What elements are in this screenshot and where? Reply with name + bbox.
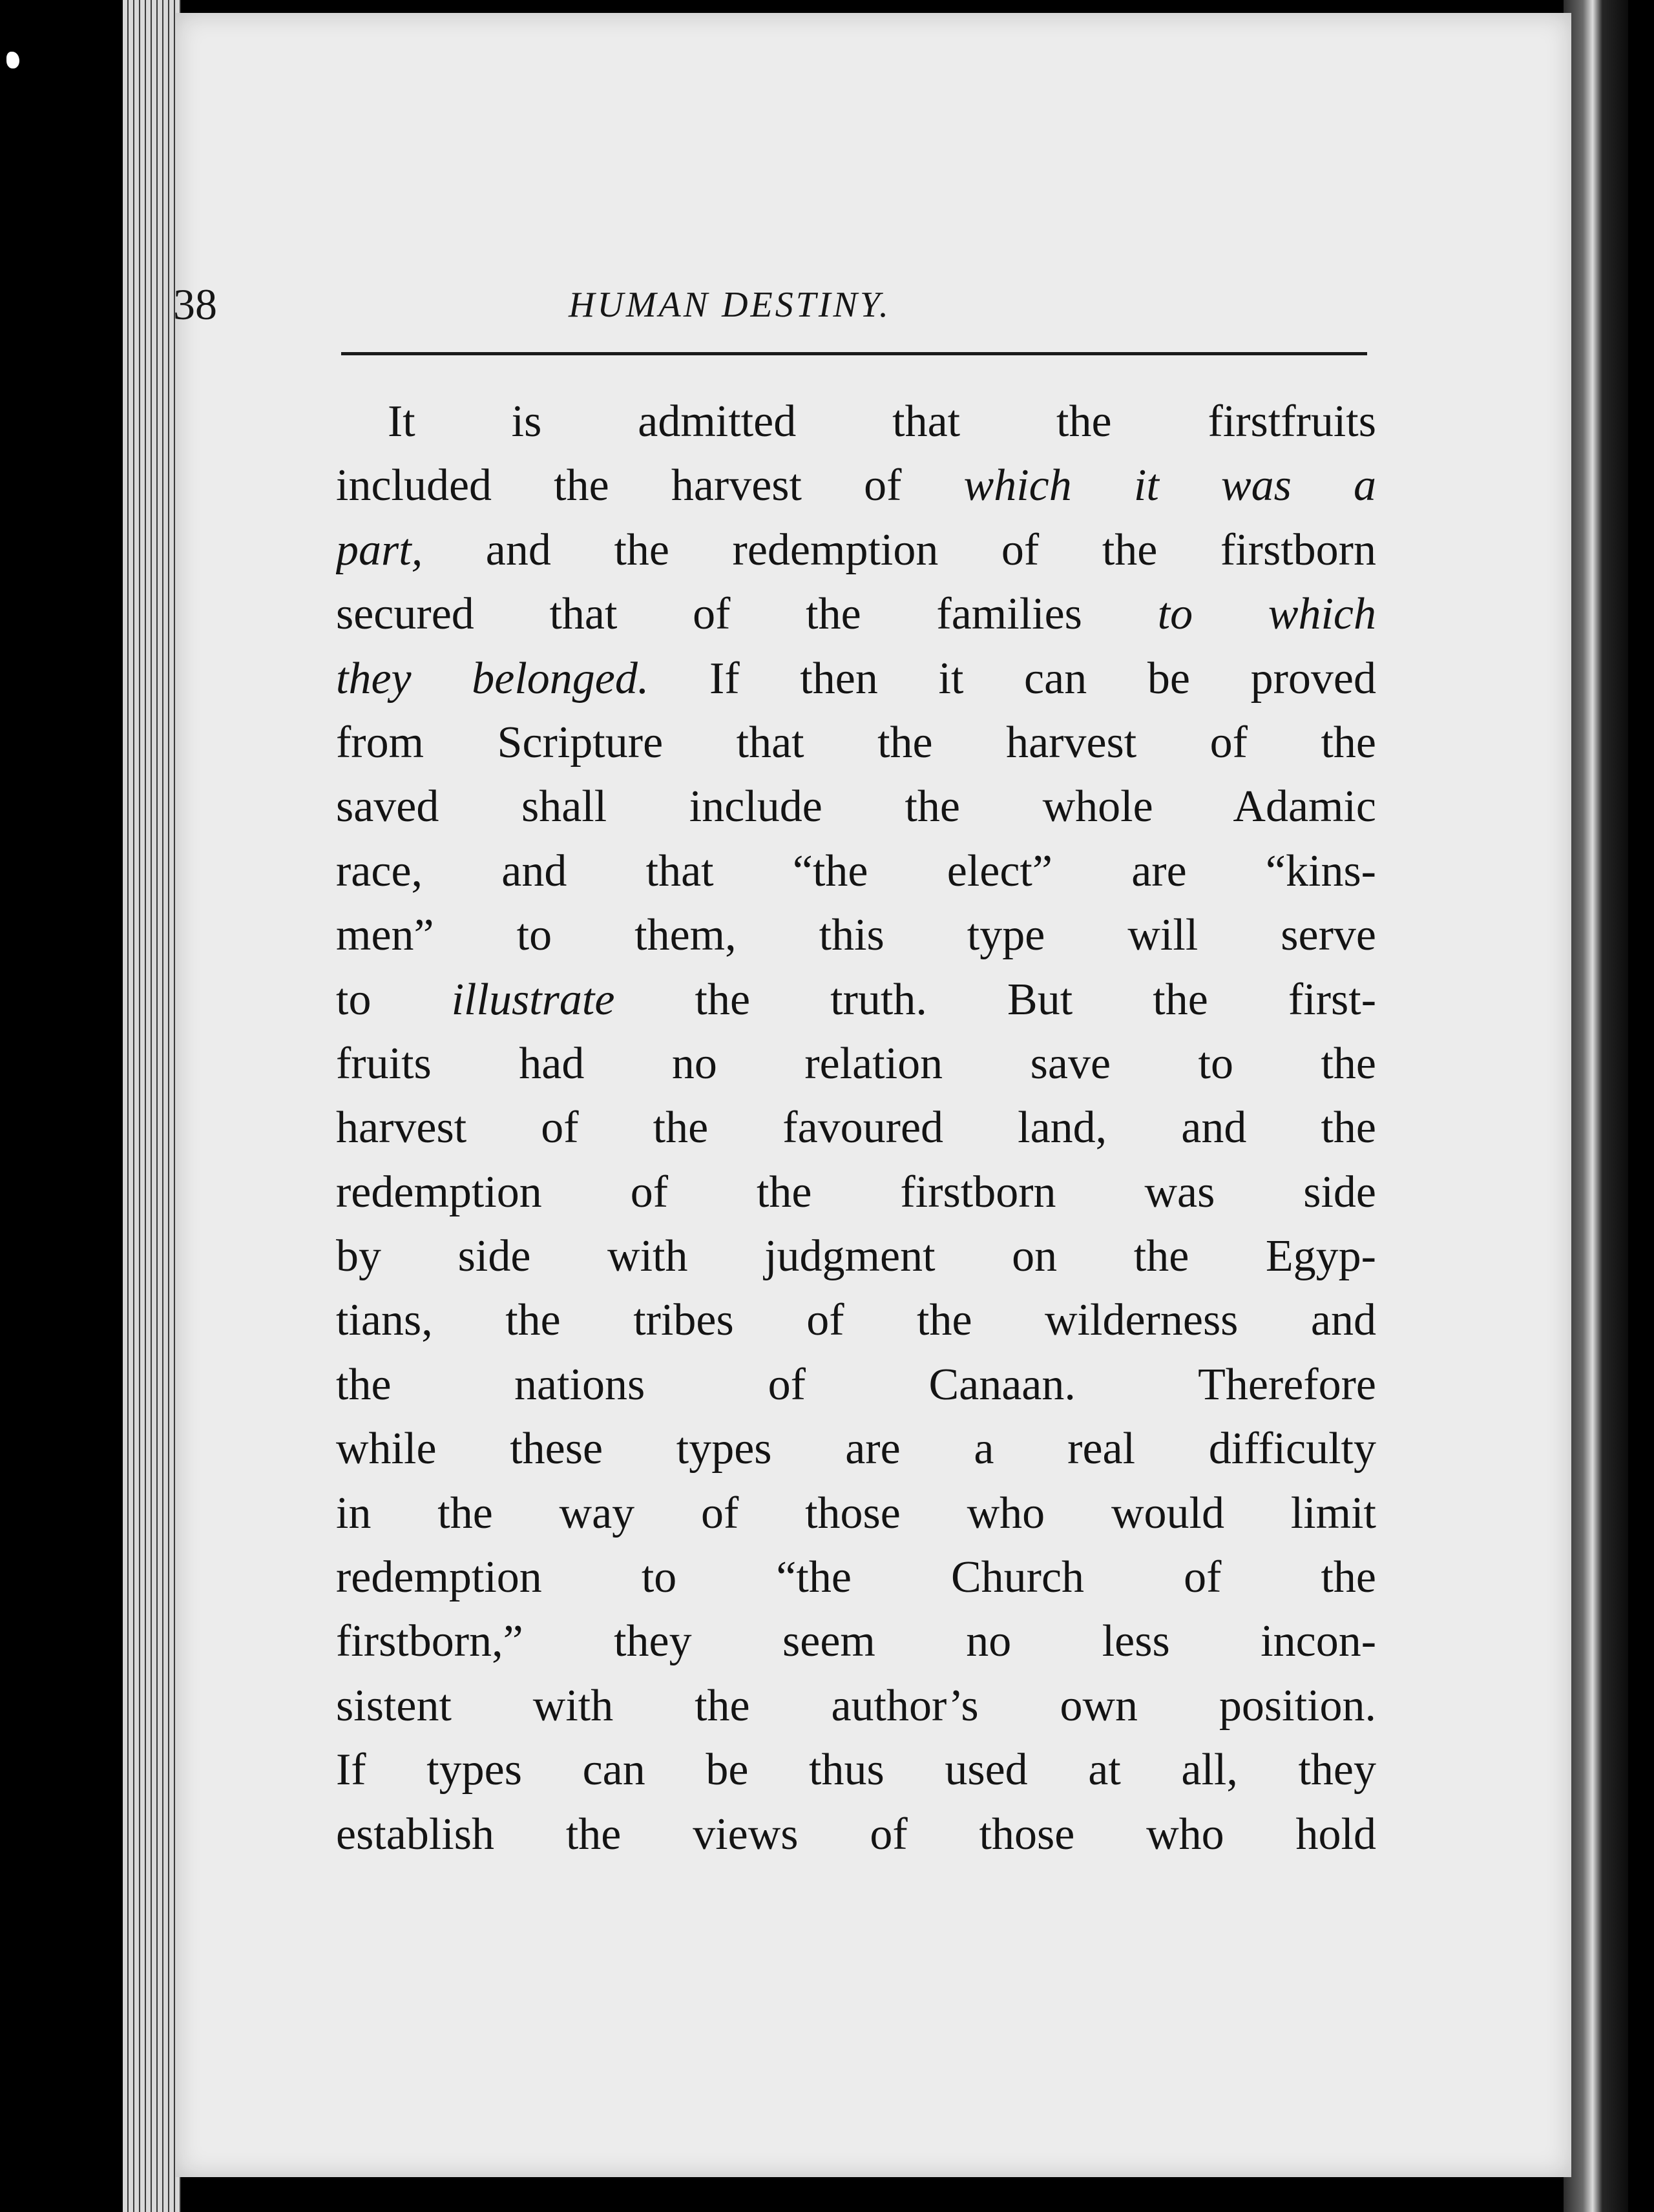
- italic-text-segment: part,: [336, 525, 423, 575]
- text-line: [336, 1353, 1376, 1417]
- text-line: [336, 1674, 1376, 1738]
- text-segment: If then it can be proved: [649, 653, 1376, 704]
- text-segment: redemption to “the Church of the: [336, 1552, 1376, 1603]
- italic-text-segment: illustrate: [451, 974, 615, 1025]
- italic-text-segment: they belonged.: [336, 653, 649, 704]
- text-segment: It is admitted that the firstfruits: [388, 397, 1376, 446]
- text-line: [336, 582, 1376, 646]
- text-line: [336, 1545, 1376, 1609]
- text-segment: the nations of Canaan. Therefore: [336, 1359, 1376, 1410]
- text-line: [336, 1609, 1376, 1673]
- text-line: [336, 518, 1376, 582]
- italic-text-segment: to which: [1157, 589, 1376, 640]
- italic-text-segment: which it was a: [963, 461, 1376, 511]
- text-line: [336, 1288, 1376, 1352]
- text-line: [336, 775, 1376, 839]
- text-segment: to: [336, 974, 452, 1025]
- text-segment: in the way of those who would limit: [336, 1488, 1376, 1538]
- text-line: [336, 1802, 1376, 1866]
- body-paragraph: [336, 390, 1376, 1866]
- text-line: [336, 1096, 1376, 1160]
- text-segment: firstborn,” they seem no less incon-: [336, 1616, 1376, 1667]
- text-line: [336, 839, 1376, 903]
- text-segment: If types can be thus used at all, they: [336, 1745, 1376, 1795]
- header-rule: [341, 352, 1367, 355]
- text-segment: men” to them, this type will serve: [336, 910, 1376, 961]
- text-line: [336, 1417, 1376, 1481]
- text-line: [336, 968, 1376, 1032]
- text-segment: included the harvest of: [336, 461, 964, 511]
- text-line: [336, 711, 1376, 775]
- text-segment: establish the views of those who hold: [336, 1809, 1376, 1859]
- text-segment: redemption of the firstborn was side: [336, 1167, 1376, 1217]
- text-segment: tians, the tribes of the wilderness and: [336, 1295, 1376, 1346]
- page-number: 38: [173, 280, 217, 329]
- text-segment: and the redemption of the firstborn: [423, 525, 1376, 575]
- text-line: [336, 1738, 1376, 1802]
- text-line: [336, 1224, 1376, 1288]
- running-title: HUMAN DESTINY.: [569, 285, 891, 325]
- text-segment: saved shall include the whole Adamic: [336, 782, 1376, 832]
- text-segment: fruits had no relation save to the: [336, 1038, 1376, 1089]
- text-line: [336, 454, 1376, 517]
- binding-shadow: [1564, 0, 1628, 2212]
- text-line: [336, 390, 1376, 454]
- text-line: [336, 903, 1376, 967]
- text-segment: sistent with the author’s own position.: [336, 1680, 1376, 1731]
- text-line: [336, 1032, 1376, 1096]
- text-segment: by side with judgment on the Egyp-: [336, 1231, 1376, 1282]
- text-segment: the truth. But the first-: [614, 974, 1376, 1025]
- text-segment: while these types are a real difficulty: [336, 1424, 1376, 1474]
- text-line: [336, 1160, 1376, 1224]
- text-segment: harvest of the favoured land, and the: [336, 1103, 1376, 1153]
- text-segment: from Scripture that the harvest of the: [336, 717, 1376, 767]
- stacked-page-edges: [123, 0, 181, 2212]
- text-line: [336, 1481, 1376, 1545]
- text-segment: race, and that “the elect” are “kins-: [336, 846, 1376, 896]
- text-segment: secured that of the families: [336, 589, 1158, 640]
- scan-speck: [6, 52, 19, 68]
- text-line: [336, 647, 1376, 711]
